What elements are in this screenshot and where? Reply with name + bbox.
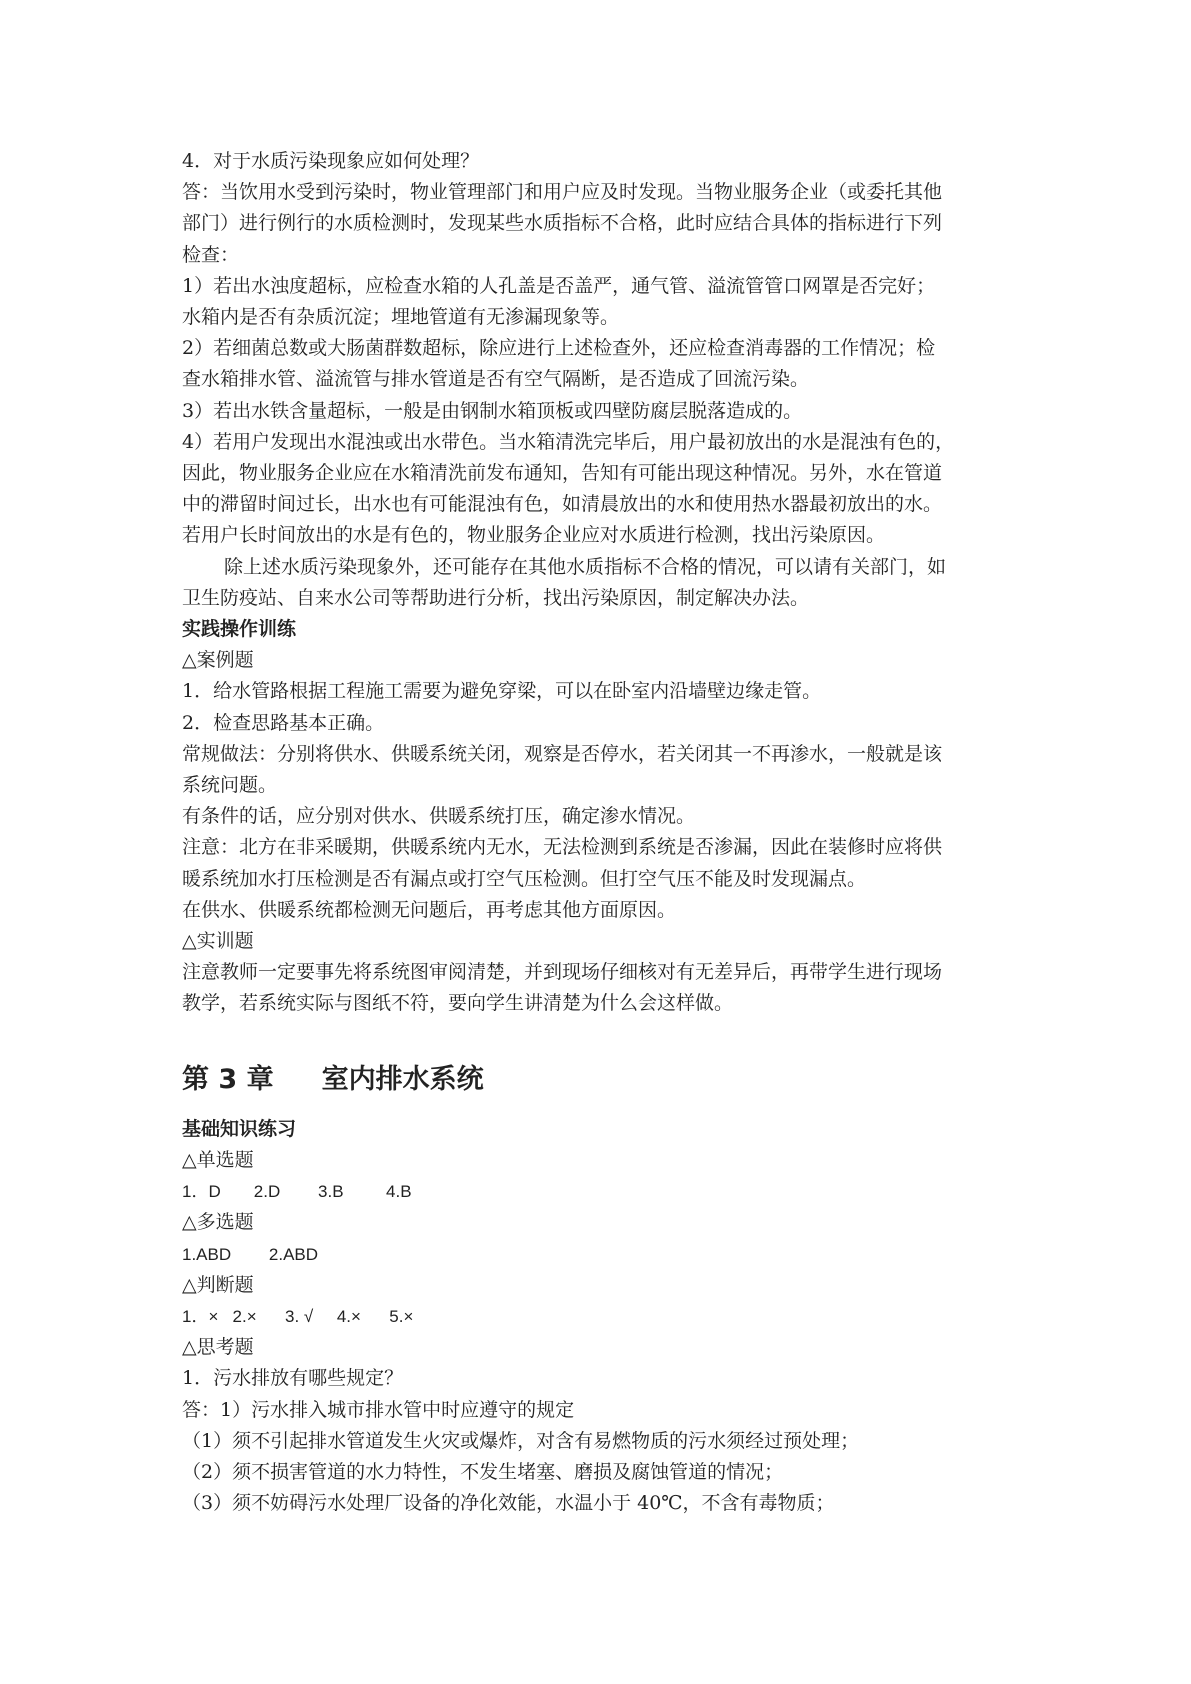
thinking-label: △思考题 — [182, 1336, 254, 1359]
check-item-line: 水箱内是否有杂质沉淀；埋地管道有无渗漏现象等。 — [182, 306, 620, 329]
single-choice-answers: 1．D 2.D 3.B 4.B — [182, 1182, 412, 1202]
check-item-line: 因此，物业服务企业应在水箱清洗前发布通知，告知有可能出现这种情况。另外，水在管道 — [182, 462, 943, 485]
case-line: 系统问题。 — [182, 774, 278, 797]
case-label: △案例题 — [182, 649, 254, 672]
check-item-line: 3）若出水铁含量超标，一般是由钢制水箱顶板或四壁防腐层脱落造成的。 — [182, 399, 803, 422]
answer-line: 答：当饮用水受到污染时，物业管理部门和用户应及时发现。当物业服务企业（或委托其他 — [182, 181, 943, 204]
single-choice-label: △单选题 — [182, 1148, 254, 1171]
case-line: 1．给水管路根据工程施工需要为避免穿梁，可以在卧室内沿墙壁边缘走管。 — [182, 680, 822, 703]
thinking-line: 1．污水排放有哪些规定？ — [182, 1367, 404, 1390]
judgement-answers: 1．× 2.× 3. √ 4.× 5.× — [182, 1306, 414, 1326]
thinking-line: 答：1）污水排入城市排水管中时应遵守的规定 — [182, 1398, 575, 1421]
closing-paragraph: 卫生防疫站、自来水公司等帮助进行分析，找出污染原因，制定解决办法。 — [182, 586, 810, 609]
case-line: 暖系统加水打压检测是否有漏点或打空气压检测。但打空气压不能及时发现漏点。 — [182, 867, 867, 890]
page-content — [182, 146, 1022, 1519]
chapter-title: 室内排水系统 — [321, 1063, 484, 1095]
section-heading-basics: 基础知识练习 — [182, 1117, 297, 1140]
multi-choice-label: △多选题 — [182, 1211, 254, 1234]
check-item-line: 2）若细菌总数或大肠菌群数超标，除应进行上述检查外，还应检查消毒器的工作情况；检 — [182, 337, 936, 360]
answer-line: 检查： — [182, 243, 240, 266]
case-line: 在供水、供暖系统都检测无问题后，再考虑其他方面原因。 — [182, 898, 677, 921]
training-label: △实训题 — [182, 930, 254, 953]
case-line: 2．检查思路基本正确。 — [182, 711, 385, 734]
training-line: 注意教师一定要事先将系统图审阅清楚，并到现场仔细核对有无差异后，再带学生进行现场 — [182, 961, 943, 984]
chapter-number: 第 3 章 — [182, 1063, 274, 1095]
thinking-line: （2）须不损害管道的水力特性，不发生堵塞、磨损及腐蚀管道的情况； — [182, 1460, 784, 1483]
training-line: 教学，若系统实际与图纸不符，要向学生讲清楚为什么会这样做。 — [182, 992, 734, 1015]
answer-line: 部门）进行例行的水质检测时，发现某些水质指标不合格，此时应结合具体的指标进行下列 — [182, 212, 943, 235]
check-item-line: 若用户长时间放出的水是有色的，物业服务企业应对水质进行检测，找出污染原因。 — [182, 524, 886, 547]
thinking-line: （3）须不妨碍污水处理厂设备的净化效能，水温小于 40℃，不含有毒物质； — [182, 1492, 835, 1515]
multi-choice-answers: 1.ABD 2.ABD — [182, 1244, 319, 1264]
case-line: 常规做法：分别将供水、供暖系统关闭，观察是否停水，若关闭其一不再渗水，一般就是该 — [182, 742, 943, 765]
check-item-line: 查水箱排水管、溢流管与排水管道是否有空气隔断，是否造成了回流污染。 — [182, 368, 810, 391]
closing-paragraph: 除上述水质污染现象外，还可能存在其他水质指标不合格的情况，可以请有关部门，如 — [224, 555, 947, 578]
check-item-line: 1）若出水浊度超标，应检查水箱的人孔盖是否盖严，通气管、溢流管管口网罩是否完好； — [182, 274, 936, 297]
question-title: 4．对于水质污染现象应如何处理？ — [182, 150, 480, 172]
case-line: 注意：北方在非采暖期，供暖系统内无水，无法检测到系统是否渗漏，因此在装修时应将供 — [182, 836, 943, 859]
thinking-line: （1）须不引起排水管道发生火灾或爆炸，对含有易燃物质的污水须经过预处理； — [182, 1429, 860, 1452]
check-item-line: 4）若用户发现出水混浊或出水带色。当水箱清洗完毕后，用户最初放出的水是混浊有色的， — [182, 430, 955, 453]
chapter-heading — [182, 1060, 1022, 1100]
judgement-label: △判断题 — [182, 1273, 254, 1296]
section-heading-practice: 实践操作训练 — [182, 618, 297, 641]
case-line: 有条件的话，应分别对供水、供暖系统打压，确定渗水情况。 — [182, 805, 696, 828]
check-item-line: 中的滞留时间过长，出水也有可能混浊有色，如清晨放出的水和使用热水器最初放出的水。 — [182, 493, 943, 516]
